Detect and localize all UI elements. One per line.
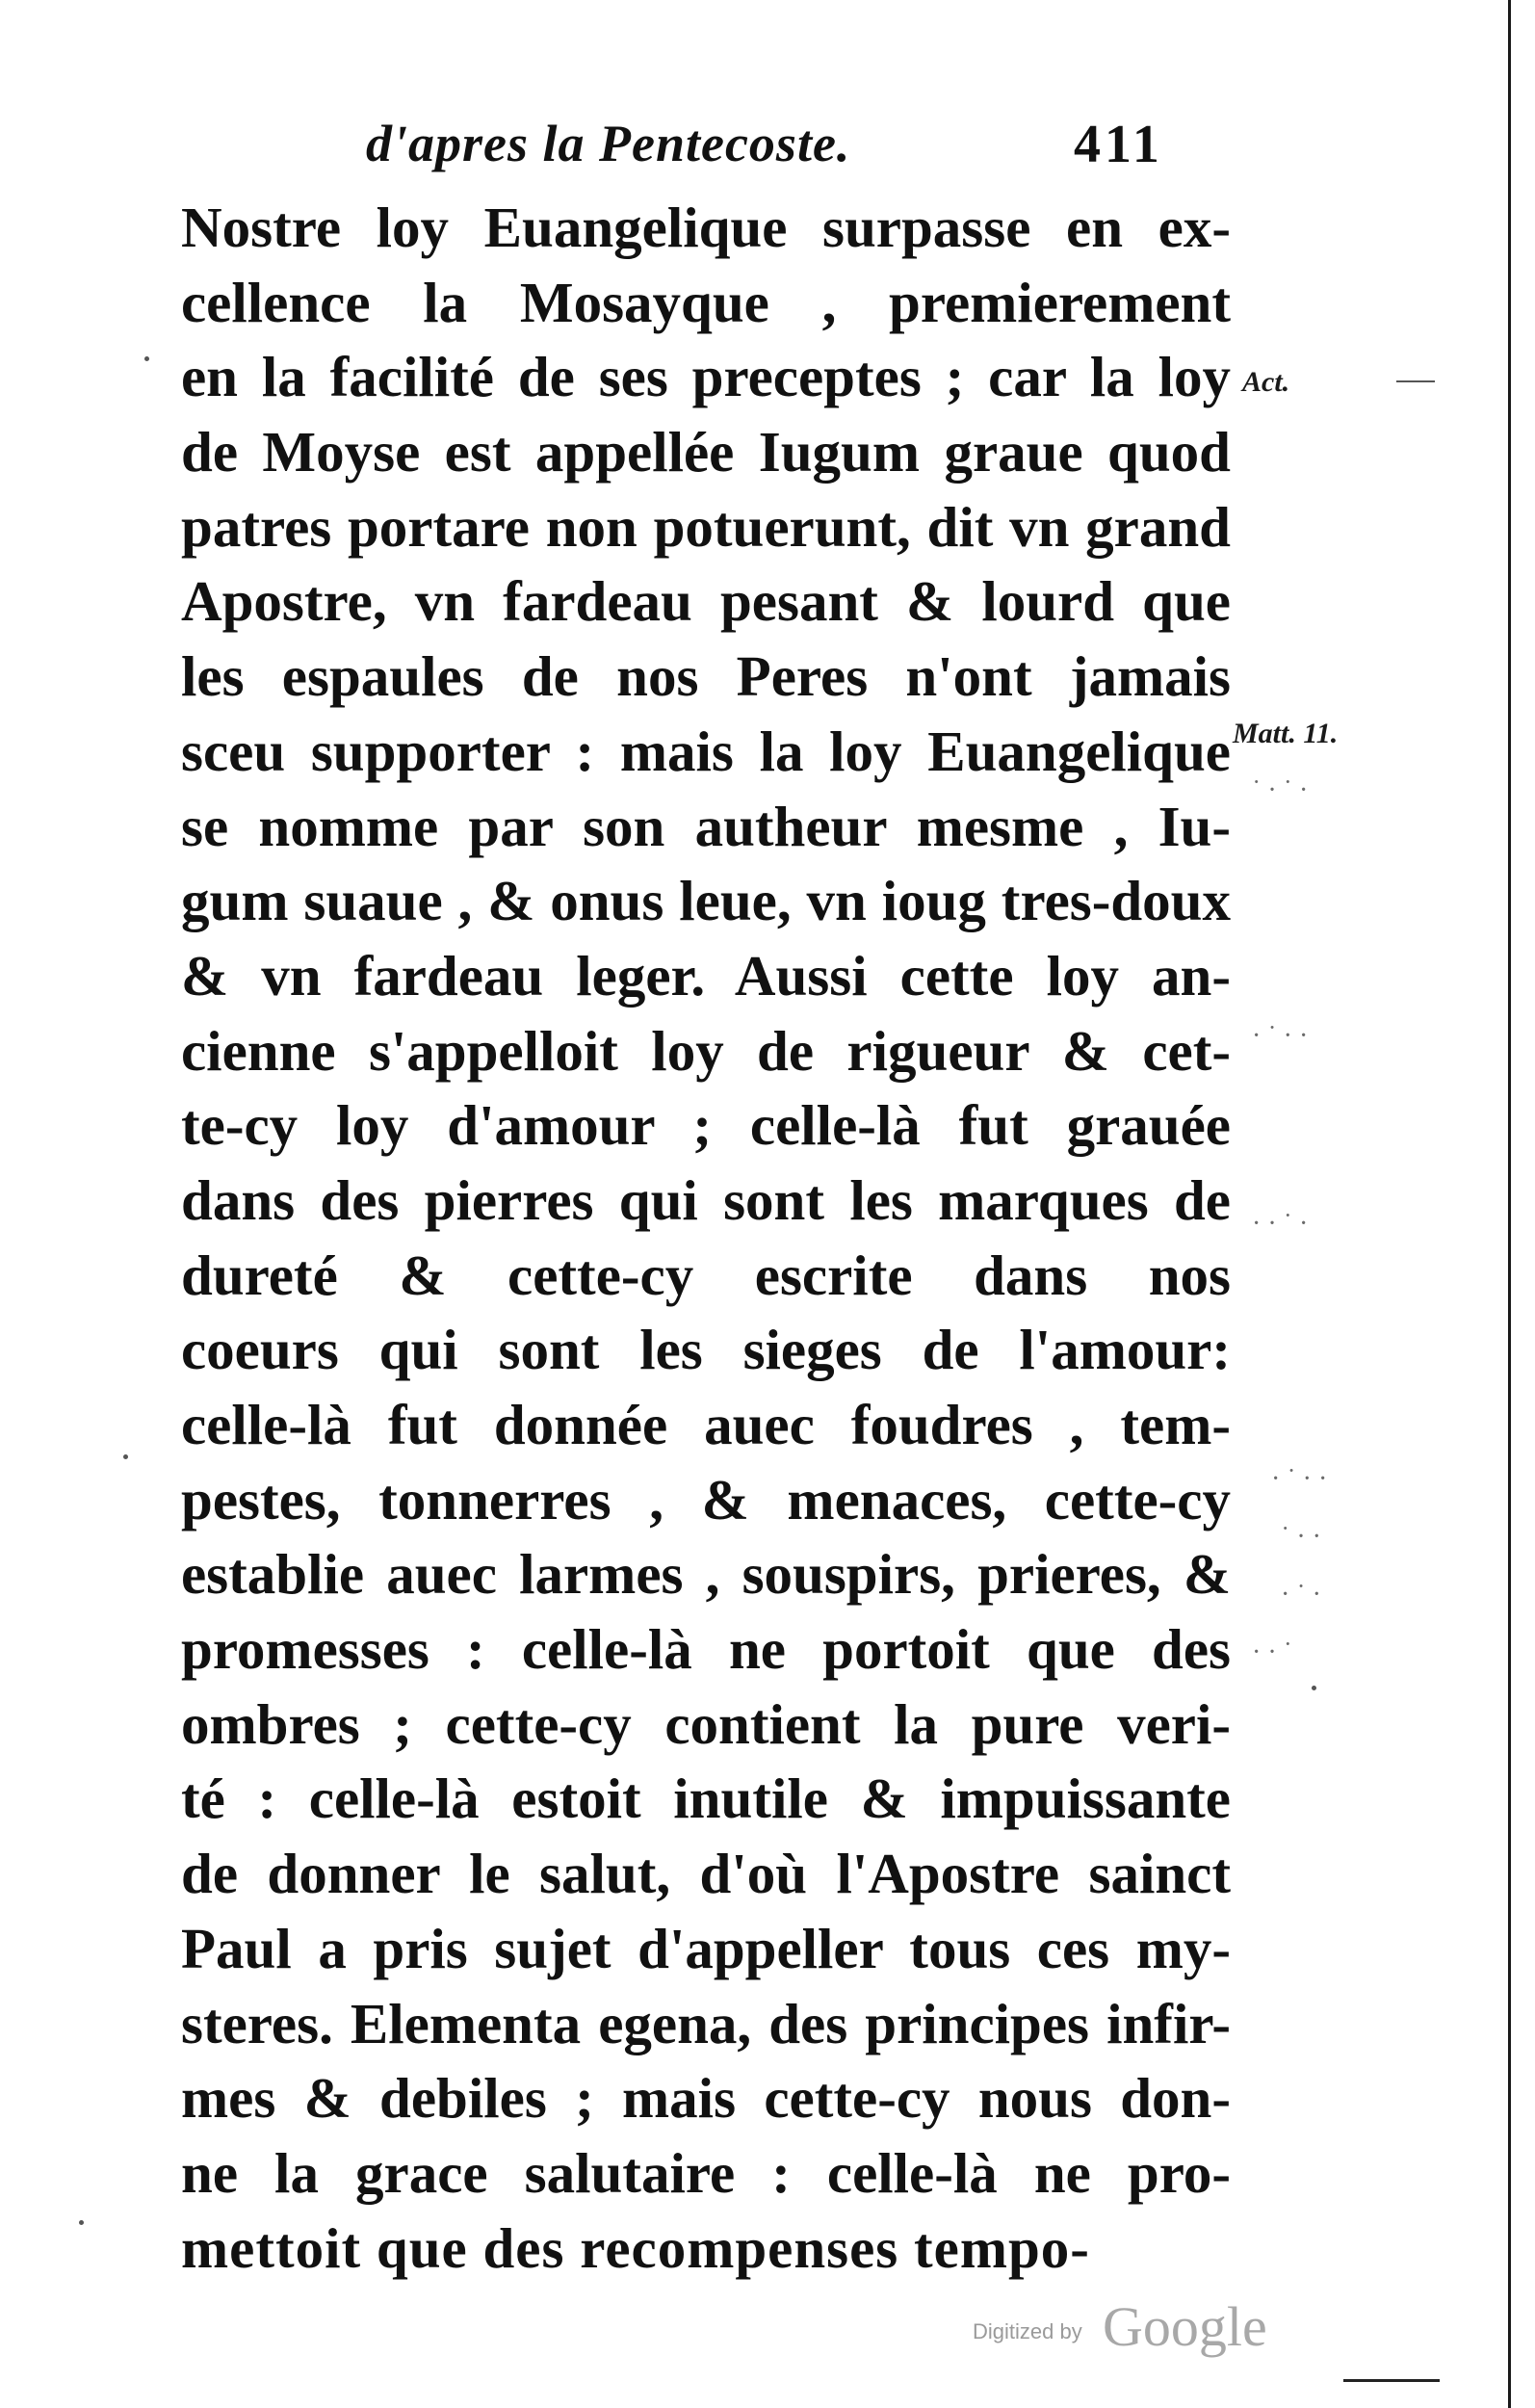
- bleed-through-mark: · ˙ · ·: [1252, 1021, 1309, 1051]
- text-line: ombres ; cette-cy contient la pure veri-: [181, 1691, 1231, 1756]
- text-line: dureté & cette-cy escrite dans nos: [181, 1243, 1231, 1307]
- margin-dash: [1396, 380, 1435, 382]
- text-line: ne la grace salutaire : celle-là ne pro-: [181, 2140, 1231, 2205]
- text-line: Paul a pris sujet d'appeller tous ces my-: [181, 1916, 1231, 1980]
- text-line: en la facilité de ses preceptes ; car la loy: [181, 345, 1231, 409]
- text-line: dans des pierres qui sont les marques de: [181, 1167, 1231, 1232]
- margin-citation-acts: Act.: [1242, 366, 1290, 398]
- text-line: Apostre, vn fardeau pesant & lourd que: [181, 569, 1231, 634]
- bleed-through-mark: · · ˙ ·: [1252, 1209, 1309, 1239]
- text-line: promesses : celle-là ne portoit que des: [181, 1617, 1231, 1682]
- text-line: cienne s'appelloit loy de rigueur & cet-: [181, 1018, 1231, 1083]
- bleed-through-mark: · ˙ ·: [1281, 1580, 1321, 1610]
- text-line: mes & debiles ; mais cette-cy nous don-: [181, 2066, 1231, 2131]
- scan-speck: [144, 356, 149, 361]
- body-paragraph: [181, 191, 1231, 2286]
- text-line: steres. Elementa egena, des principes infir-: [181, 1991, 1231, 2055]
- text-line: celle-là fut donnée auec foudres , tem-: [181, 1393, 1231, 1456]
- text-line: te-cy loy d'amour ; celle-là fut grauée: [181, 1093, 1231, 1158]
- text-line: & vn fardeau leger. Aussi cette loy an-: [181, 943, 1231, 1008]
- margin-citation-matthew: Matt. 11.: [1233, 718, 1339, 749]
- text-line: establie auec larmes , souspirs, prieres, &: [181, 1542, 1231, 1607]
- scan-speck: [123, 1454, 128, 1459]
- bleed-through-mark: · · ˙: [1252, 1637, 1292, 1667]
- bleed-through-mark: · ˙ · ·: [1271, 1464, 1328, 1494]
- scan-speck: [79, 2220, 84, 2225]
- text-line: de donner le salut, d'où l'Apostre sainct: [181, 1842, 1231, 1906]
- page-edge-rule: [1508, 0, 1511, 2408]
- digitized-watermark: [973, 2292, 1290, 2360]
- text-line: gum suaue , & onus leue, vn ioug tres-doux: [181, 869, 1231, 933]
- google-logo: Google: [1103, 2295, 1267, 2358]
- text-line: mettoit que des recompenses tempo-: [181, 2215, 1090, 2280]
- scan-speck: [1312, 1686, 1316, 1690]
- text-line: pestes, tonnerres , & menaces, cette-cy: [181, 1467, 1231, 1531]
- bleed-through-mark: ˙ · ·: [1281, 1522, 1321, 1552]
- page-number: 411: [1074, 115, 1163, 174]
- digitized-label: Digitized by: [973, 2319, 1082, 2343]
- text-line: les espaules de nos Peres n'ont jamais: [181, 644, 1231, 709]
- text-line: Nostre loy Euangelique surpasse en ex-: [181, 196, 1231, 259]
- text-line: coeurs qui sont les sieges de l'amour:: [181, 1318, 1231, 1382]
- text-line: se nomme par son autheur mesme , Iu-: [181, 794, 1231, 858]
- text-line: sceu supporter : mais la loy Euangelique: [181, 719, 1231, 783]
- text-line: patres portare non potuerunt, dit vn grand: [181, 494, 1231, 559]
- text-line: cellence la Mosayque , premierement: [181, 270, 1231, 334]
- running-title: d'apres la Pentecoste.: [366, 115, 851, 172]
- bottom-rule: [1343, 2379, 1440, 2382]
- text-line: de Moyse est appellée Iugum graue quod: [181, 420, 1231, 484]
- bleed-through-mark: ˙ · ˙ ·: [1252, 775, 1309, 805]
- running-header: [193, 114, 1233, 181]
- text-line: té : celle-là estoit inutile & impuissante: [181, 1767, 1231, 1831]
